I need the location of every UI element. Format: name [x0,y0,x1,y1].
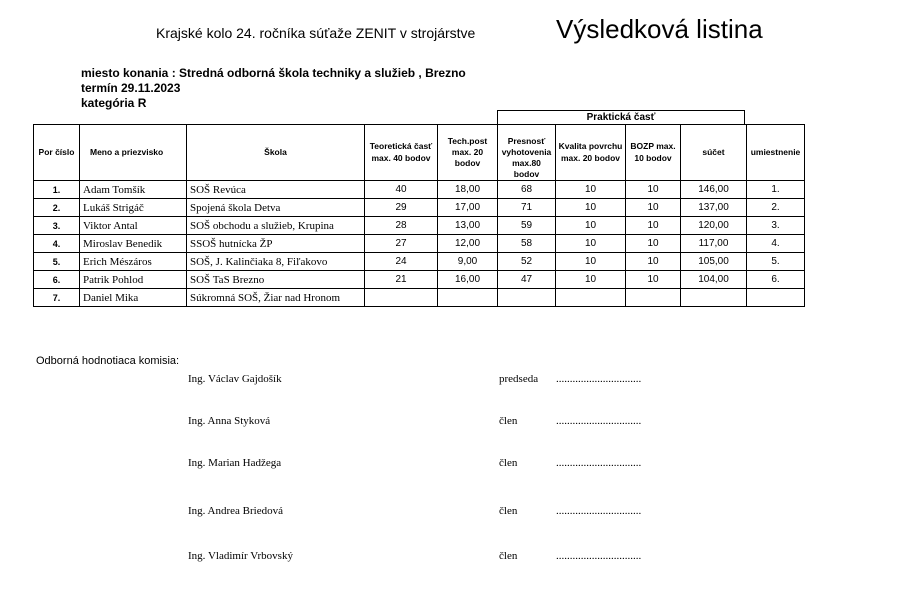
tech-score: 9,00 [438,253,498,271]
header-school: Škola [187,125,365,181]
school-name: Spojená škola Detva [187,199,365,217]
member-name: Ing. Anna Styková [188,415,271,427]
table-row [34,199,805,217]
signature-line: ............................... [556,505,642,517]
precision-score: 59 [498,217,556,235]
table-row [34,181,805,199]
school-name: SOŠ obchodu a služieb, Krupina [187,217,365,235]
tech-score: 13,00 [438,217,498,235]
row-number: 7. [34,289,80,307]
participant-name: Daniel Mika [80,289,187,307]
venue-line: miesto konania : Stredná odborná škola techniky a služieb , Brezno [81,66,466,80]
school-name: SOŠ Revúca [187,181,365,199]
bozp-score: 10 [626,199,681,217]
committee-label: Odborná hodnotiaca komisia: [36,355,180,367]
theory-score: 27 [365,235,438,253]
bozp-score: 10 [626,235,681,253]
bozp-score: 10 [626,181,681,199]
member-role: člen [499,505,518,517]
signature-line: ............................... [556,373,642,385]
row-number: 2. [34,199,80,217]
participant-name: Patrik Pohlod [80,271,187,289]
precision-score: 68 [498,181,556,199]
date-line: termín 29.11.2023 [81,81,181,95]
header-quality: Kvalita povrchu max. 20 bodov [556,125,626,181]
header-por: Por číslo [34,125,80,181]
school-name: SOŠ TaS Brezno [187,271,365,289]
committee-member [0,505,922,521]
signature-line: ............................... [556,415,642,427]
quality-score: 10 [556,271,626,289]
placement: 4. [747,235,805,253]
theory-score: 29 [365,199,438,217]
quality-score: 10 [556,181,626,199]
member-name: Ing. Marian Hadžega [188,457,282,469]
tech-score: 12,00 [438,235,498,253]
precision-score: 47 [498,271,556,289]
header-sum: súčet [681,125,747,181]
bozp-score [626,289,681,307]
quality-score: 10 [556,217,626,235]
practical-part-header: Praktická časť [497,110,745,125]
quality-score: 10 [556,199,626,217]
total-score: 146,00 [681,181,747,199]
committee-member [0,415,922,431]
total-score: 104,00 [681,271,747,289]
participant-name: Lukáš Strigáč [80,199,187,217]
participant-name: Erich Mészáros [80,253,187,271]
quality-score [556,289,626,307]
tech-score [438,289,498,307]
member-role: predseda [499,373,539,385]
row-number: 4. [34,235,80,253]
total-score: 120,00 [681,217,747,235]
table-header-row [34,125,805,181]
total-score: 117,00 [681,235,747,253]
bozp-score: 10 [626,217,681,235]
total-score: 137,00 [681,199,747,217]
placement: 5. [747,253,805,271]
row-number: 5. [34,253,80,271]
quality-score: 10 [556,235,626,253]
header-tech: Tech.post max. 20 bodov [438,125,498,181]
school-name: SSOŠ hutnícka ŽP [187,235,365,253]
header-bozp: BOZP max. 10 bodov [626,125,681,181]
results-table [33,124,805,307]
table-row [34,235,805,253]
competition-title: Krajské kolo 24. ročníka súťaže ZENIT v strojárstve [156,25,476,41]
row-number: 6. [34,271,80,289]
document-title: Výsledková listina [556,14,763,44]
placement: 3. [747,217,805,235]
placement [747,289,805,307]
school-name: Súkromná SOŠ, Žiar nad Hronom [187,289,365,307]
placement: 1. [747,181,805,199]
participant-name: Viktor Antal [80,217,187,235]
header-theory: Teoretická časť max. 40 bodov [365,125,438,181]
participant-name: Miroslav Benedik [80,235,187,253]
table-row [34,217,805,235]
header-rank: umiestnenie [747,125,805,181]
table-row [34,289,805,307]
precision-score: 52 [498,253,556,271]
bozp-score: 10 [626,271,681,289]
placement: 6. [747,271,805,289]
table-row [34,271,805,289]
member-role: člen [499,550,518,562]
theory-score: 28 [365,217,438,235]
precision-score: 71 [498,199,556,217]
member-name: Ing. Vladimír Vrbovský [188,550,293,562]
theory-score [365,289,438,307]
table-row [34,253,805,271]
member-name: Ing. Andrea Briedová [188,505,283,517]
header-precision: Presnosť vyhotovenia max.80 bodov [498,125,556,181]
theory-score: 24 [365,253,438,271]
signature-line: ............................... [556,550,642,562]
participant-name: Adam Tomšík [80,181,187,199]
precision-score: 58 [498,235,556,253]
theory-score: 40 [365,181,438,199]
tech-score: 17,00 [438,199,498,217]
committee-member [0,550,922,566]
tech-score: 16,00 [438,271,498,289]
signature-line: ............................... [556,457,642,469]
precision-score [498,289,556,307]
member-role: člen [499,457,518,469]
total-score [681,289,747,307]
member-name: Ing. Václav Gajdošík [188,373,282,385]
quality-score: 10 [556,253,626,271]
bozp-score: 10 [626,253,681,271]
header-name: Meno a priezvisko [80,125,187,181]
total-score: 105,00 [681,253,747,271]
row-number: 3. [34,217,80,235]
committee-member [0,457,922,473]
placement: 2. [747,199,805,217]
member-role: člen [499,415,518,427]
tech-score: 18,00 [438,181,498,199]
committee-member [0,373,922,389]
theory-score: 21 [365,271,438,289]
category-line: kategória R [81,96,147,110]
school-name: SOŠ, J. Kalinčiaka 8, Fiľakovo [187,253,365,271]
row-number: 1. [34,181,80,199]
